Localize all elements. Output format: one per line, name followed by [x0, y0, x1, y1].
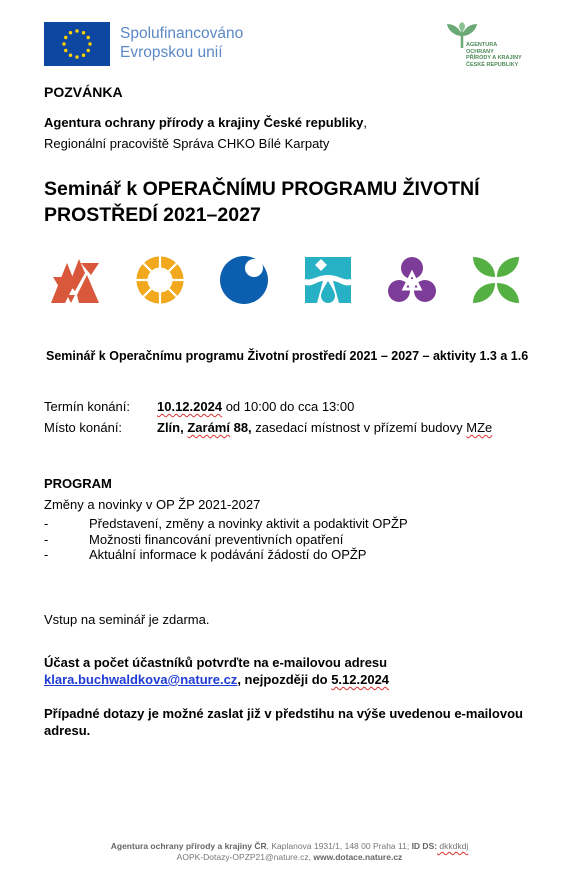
place-label: Místo konání: — [44, 420, 123, 435]
eu-star — [64, 49, 67, 52]
program-item: - Aktuální informace k podávání žádostí do OPŽP — [44, 547, 524, 563]
water-drop-icon — [303, 255, 353, 305]
eu-star — [88, 42, 91, 45]
confirmation-deadline: 5.12.2024 — [331, 672, 390, 687]
globe-icon — [219, 255, 269, 305]
circles-triangle-icon — [387, 255, 437, 305]
place-building: MZe — [466, 420, 493, 435]
confirmation-deadline-text: , nejpozději do — [237, 672, 332, 687]
aopk-text-line1: AGENTURA OCHRANY — [466, 42, 497, 55]
questions-note: Případné dotazy je možné zaslat již v předstihu na výše uvedenou e-mailovou adresu. — [44, 706, 523, 738]
eu-star — [69, 31, 72, 34]
footer-ds-label: ID DS: — [411, 841, 438, 851]
program-list — [44, 516, 524, 563]
eu-star — [87, 49, 90, 52]
aopk-text-line2: PŘÍRODY A KRAJINY — [466, 55, 522, 61]
eu-star — [82, 31, 85, 34]
eu-flag-icon — [44, 22, 110, 66]
organizer-name-text: Agentura ochrany přírody a krajiny České republiky — [44, 115, 364, 130]
place-street: Zarámí — [187, 420, 230, 435]
leaves-icon — [471, 255, 521, 305]
free-entry-note: Vstup na seminář je zdarma. — [44, 612, 210, 627]
confirmation-email-link[interactable]: klara.buchwaldkova@nature.cz — [44, 672, 238, 687]
eu-cofunded-logo — [44, 22, 264, 68]
date-label: Termín konání: — [44, 399, 130, 414]
place-number: 88, — [229, 420, 252, 435]
aopk-logo — [444, 22, 524, 72]
footer-separator: , — [308, 852, 314, 862]
sun-ring-icon — [135, 255, 185, 305]
eu-star — [62, 42, 65, 45]
organizer-branch: Regionální pracoviště Správa CHKO Bílé Karpaty — [44, 136, 330, 151]
place-rest: zasedací místnost v přízemí budovy — [251, 420, 467, 435]
confirmation-note — [44, 654, 539, 688]
programme-icons — [51, 255, 521, 305]
triangles-icon — [51, 255, 101, 305]
place-city: Zlín, — [157, 420, 188, 435]
program-heading: PROGRAM — [44, 476, 112, 491]
footer-web[interactable]: www.dotace.nature.cz — [313, 852, 403, 862]
footer-address: , Kaplanova 1931/1, 148 00 Praha 11; — [266, 841, 412, 851]
footer-email[interactable]: AOPK-Dotazy-OPZP21@nature.cz — [176, 852, 309, 862]
date-value: 10.12.2024 — [157, 399, 223, 414]
eu-star — [69, 54, 72, 57]
invitation-heading: POZVÁNKA — [44, 84, 123, 100]
aopk-text-line3: ČESKÉ REPUBLIKY — [466, 61, 519, 68]
footer-ds-value: dkkdkdj — [437, 841, 469, 851]
eu-star — [75, 55, 78, 58]
program-item: - Možnosti financování preventivních opatření — [44, 532, 524, 548]
time-value: od 10:00 do cca 13:00 — [222, 399, 355, 414]
footer-org: Agentura ochrany přírody a krajiny ČR — [110, 841, 267, 851]
eu-star — [64, 36, 67, 39]
eu-star — [82, 54, 85, 57]
organizer-name — [44, 114, 539, 131]
page-title: Seminář k OPERAČNÍMU PROGRAMU ŽIVOTNÍ PROSTŘEDÍ 2021–2027 — [44, 178, 480, 226]
seminar-subtitle: Seminář k Operačnímu programu Životní prostředí 2021 – 2027 – aktivity 1.3 a 1.6 — [46, 349, 529, 363]
eu-text-line2: Evropskou unií — [120, 44, 223, 61]
eu-star — [87, 36, 90, 39]
program-intro: Změny a novinky v OP ŽP 2021-2027 — [44, 497, 261, 512]
program-item: - Představení, změny a novinky aktivit a podaktivit OPŽP — [44, 516, 524, 532]
page-footer — [0, 841, 579, 863]
organizer-comma: , — [363, 115, 367, 130]
eu-star — [75, 29, 78, 32]
confirmation-text: Účast a počet účastníků potvrďte na e-mailovou adresu — [44, 655, 388, 670]
eu-text-line1: Spolufinancováno — [120, 25, 244, 42]
